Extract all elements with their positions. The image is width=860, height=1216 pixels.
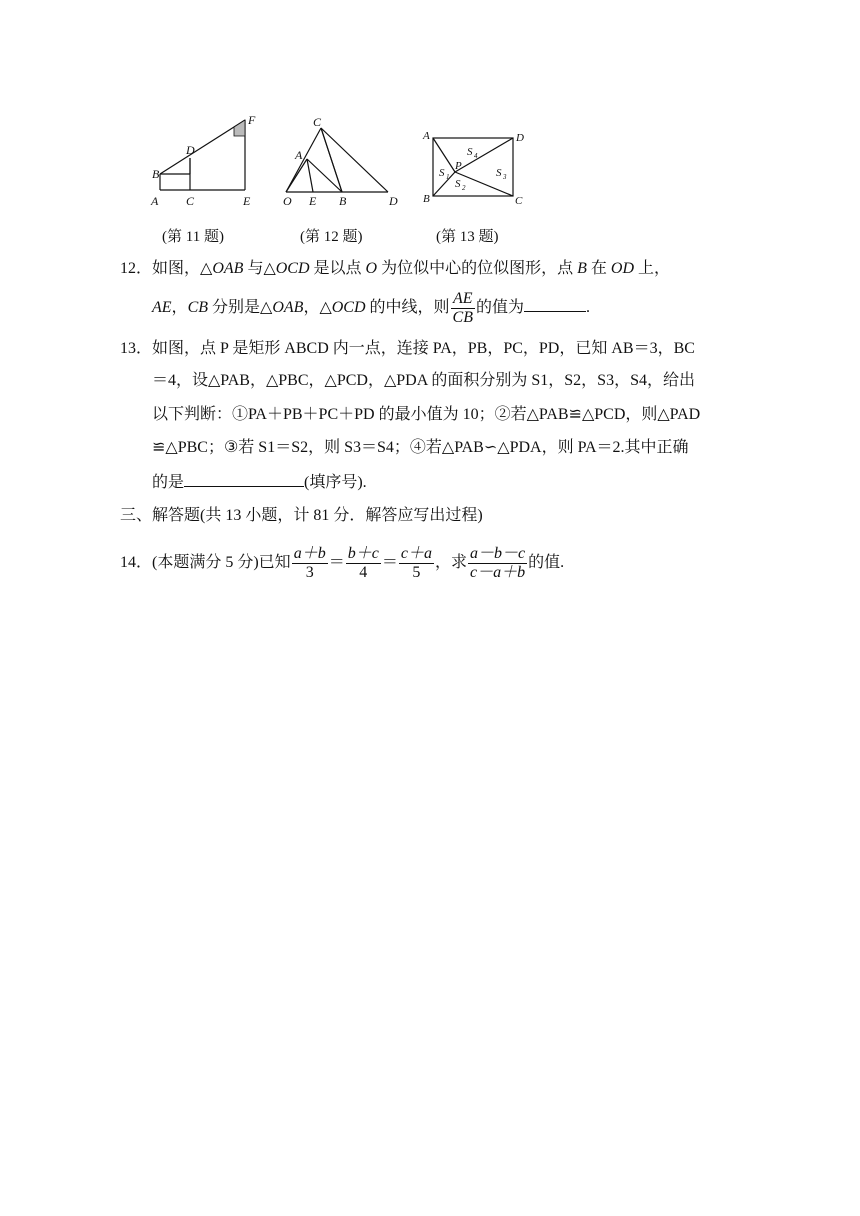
fig13-label-s3: S [496,167,502,179]
caption-fig12: (第 12 题) [300,229,363,245]
q12-text: 的值为 [476,299,525,317]
fig12-label-c: C [313,115,322,129]
q12-cb: CB [187,299,209,317]
q13-line1 [120,338,695,360]
fig13-label-s2: S [455,178,461,190]
q14-frac4-den: c－a＋b [469,563,526,581]
fig13-sub-1: 1 [446,173,450,181]
q14-eq: ＝ [328,554,345,571]
q12-b: B [577,260,587,277]
q14-frac-1 [292,545,328,582]
q14-frac3-num: c＋a [400,544,432,562]
q14-frac-3 [399,545,434,582]
fig12-label-a: A [295,148,303,162]
q12-text: 的中线，则 [365,299,450,317]
fig13-label-p: P [455,160,462,172]
q14-text: ，求 [434,554,467,571]
fig13-label-d: D [516,132,524,144]
q12-line1 [120,258,670,280]
q12-oab2: OAB [272,299,304,317]
fig13-sub-4: 4 [474,152,478,160]
q12-text: 如图，△ [152,260,213,277]
q12-text: 分别是△ [208,299,273,317]
fig11-label-f: F [248,113,256,127]
figure-11 [148,110,268,210]
fig13-label-a: A [423,130,430,142]
fig11-label-e: E [243,194,251,208]
q14-frac3-den: 5 [412,563,421,581]
q12-text: 为位似中心的位似图形，点 [377,260,578,277]
q12-number: 12． [120,260,153,277]
q14-number: 14． [120,554,153,571]
q14-line [120,543,564,583]
q14-text: (本题满分 5 分)已知 [152,554,291,571]
q13-line4: ≌△PBC；③若 S1＝S2，则 S3＝S4；④若△PAB∽△PDA，则 PA＝2.其中正确 [152,439,689,456]
fig13-label-b: B [423,193,430,205]
q14-frac-4 [468,545,527,582]
fig13-label-s4: S [467,146,473,158]
q12-ocd2: OCD [331,299,366,317]
fig13-sub-3: 3 [503,173,507,181]
fig13-sub-2: 2 [462,184,466,192]
fig11-label-c: C [186,194,195,208]
section-3-heading: 三、解答题(共 13 小题，计 81 分．解答应写出过程) [120,507,483,524]
q14-frac-2 [346,545,381,582]
q12-fraction [451,290,475,327]
q12-od: OD [610,260,635,277]
caption-fig13: (第 13 题) [436,229,499,245]
fig12-label-b: B [339,194,347,208]
q12-text: 上， [634,260,671,277]
q14-frac4-num: a－b－c [469,544,526,562]
fig13-label-c: C [515,195,523,207]
q13-text: 的是 [152,474,185,491]
q14-frac2-num: b＋c [347,544,379,562]
q12-answer-blank[interactable] [524,295,586,312]
q12-line2 [152,290,590,327]
fig12-label-d: D [389,194,398,208]
caption-fig11: (第 11 题) [162,229,224,245]
q13-text: 如图，点 P 是矩形 ABCD 内一点，连接 PA，PB，PC，PD，已知 AB＝3，BC [152,340,695,357]
fig12-label-o: O [283,194,292,208]
figure-13 [418,124,533,210]
q12-text: ， [171,299,188,317]
q13-line3: 以下判断：①PA＋PB＋PC＋PD 的最小值为 10；②若△PAB≌△PCD，则△PAD [152,406,701,423]
q13-text: (填序号). [304,474,367,491]
q13-number: 13． [120,340,153,357]
q12-text: 与△ [243,260,276,277]
fig11-label-a: A [151,194,159,208]
q14-frac1-num: a＋b [293,544,326,562]
q12-frac-num: AE [451,290,475,309]
q13-line5 [152,470,367,494]
q13-answer-blank[interactable] [184,470,304,487]
q14-frac2-den: 4 [359,563,368,581]
q12-o: O [365,260,378,277]
q13-line2: ＝4，设△PAB，△PBC，△PCD，△PDA 的面积分别为 S1，S2，S3，S4，给出 [152,372,695,389]
q12-ae: AE [152,299,172,317]
figure-12 [278,112,403,210]
fig11-label-b: B [152,167,160,181]
q12-text: 在 [586,260,611,277]
q12-frac-den: CB [452,309,473,326]
q12-text: 是以点 [309,260,366,277]
fig12-label-e: E [309,194,317,208]
fig13-label-s1: S [439,167,445,179]
q12-ocd: OCD [275,260,310,277]
fig11-label-d: D [186,143,195,157]
q14-text: 的值. [528,554,565,571]
q12-oab: OAB [212,260,244,277]
q14-eq: ＝ [381,554,398,571]
q12-text: . [586,299,591,317]
q14-frac1-den: 3 [305,563,314,581]
q12-text: ，△ [303,299,332,317]
